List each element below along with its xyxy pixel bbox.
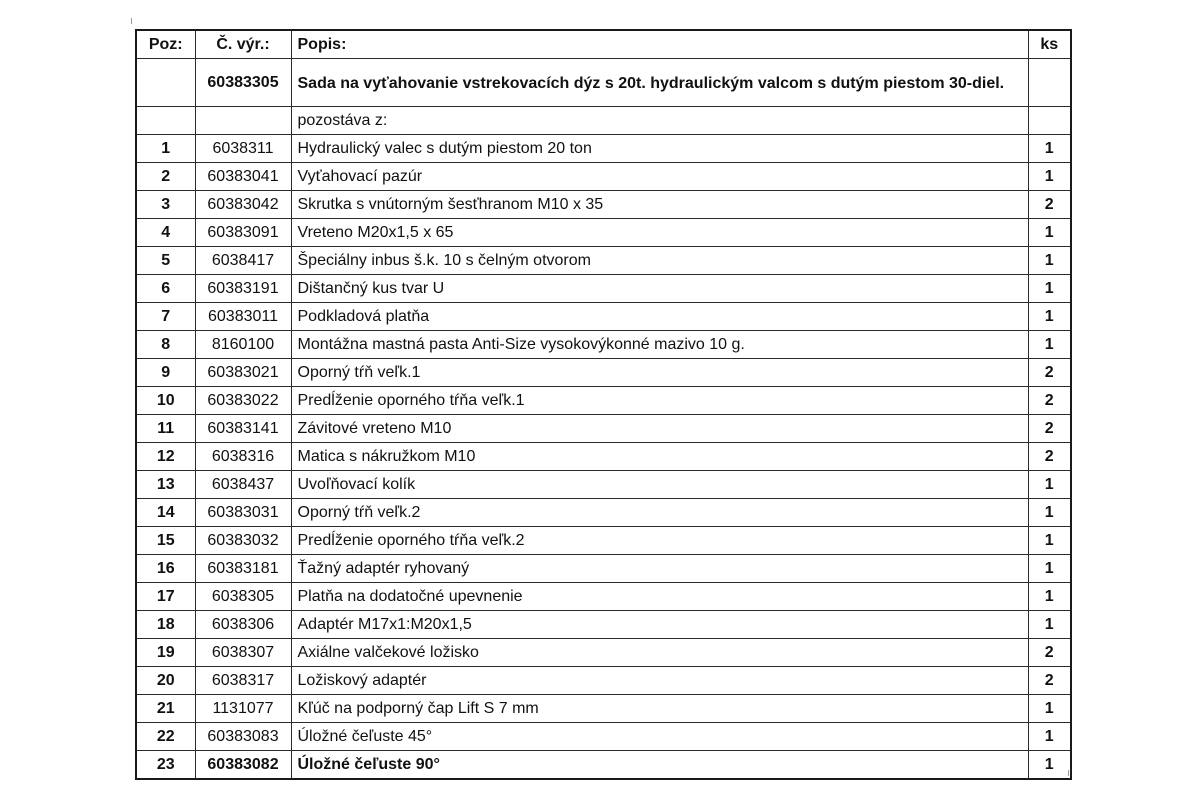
item-ks: 2 — [1028, 639, 1071, 667]
item-cislo: 60383021 — [195, 359, 291, 387]
item-poz: 5 — [136, 247, 195, 275]
item-popis: Vyťahovací pazúr — [291, 163, 1028, 191]
item-cislo: 6038311 — [195, 135, 291, 163]
set-ks — [1028, 59, 1071, 107]
item-cislo: 1131077 — [195, 695, 291, 723]
item-ks: 1 — [1028, 471, 1071, 499]
item-popis: Predĺženie oporného tŕňa veľk.1 — [291, 387, 1028, 415]
item-popis: Montážna mastná pasta Anti-Size vysokovýkonné mazivo 10 g. — [291, 331, 1028, 359]
item-poz: 3 — [136, 191, 195, 219]
item-ks: 1 — [1028, 527, 1071, 555]
item-poz: 22 — [136, 723, 195, 751]
item-popis: Axiálne valčekové ložisko — [291, 639, 1028, 667]
table-row — [136, 331, 1071, 359]
item-poz: 1 — [136, 135, 195, 163]
item-ks: 2 — [1028, 191, 1071, 219]
table-row — [136, 275, 1071, 303]
parts-list-table — [135, 29, 1072, 780]
table-row — [136, 219, 1071, 247]
item-poz: 8 — [136, 331, 195, 359]
item-popis: Špeciálny inbus š.k. 10 s čelným otvorom — [291, 247, 1028, 275]
table-row — [136, 639, 1071, 667]
table-row — [136, 499, 1071, 527]
item-popis: Oporný tŕň veľk.2 — [291, 499, 1028, 527]
table-header-row — [136, 30, 1071, 59]
item-ks: 1 — [1028, 611, 1071, 639]
table-row — [136, 611, 1071, 639]
item-poz: 21 — [136, 695, 195, 723]
item-cislo: 8160100 — [195, 331, 291, 359]
item-popis: Oporný tŕň veľk.1 — [291, 359, 1028, 387]
item-cislo: 6038437 — [195, 471, 291, 499]
item-poz: 13 — [136, 471, 195, 499]
item-popis: Predĺženie oporného tŕňa veľk.2 — [291, 527, 1028, 555]
item-poz: 4 — [136, 219, 195, 247]
item-ks: 2 — [1028, 667, 1071, 695]
table-row — [136, 695, 1071, 723]
item-popis: Vreteno M20x1,5 x 65 — [291, 219, 1028, 247]
item-poz: 9 — [136, 359, 195, 387]
item-cislo: 6038306 — [195, 611, 291, 639]
item-ks: 1 — [1028, 135, 1071, 163]
header-poz: Poz: — [136, 30, 195, 59]
item-poz: 16 — [136, 555, 195, 583]
item-cislo: 60383091 — [195, 219, 291, 247]
item-poz: 10 — [136, 387, 195, 415]
consists-cislo — [195, 107, 291, 135]
header-cislo: Č. výr.: — [195, 30, 291, 59]
item-cislo: 6038307 — [195, 639, 291, 667]
table-row — [136, 471, 1071, 499]
table-row — [136, 527, 1071, 555]
item-popis: Podkladová platňa — [291, 303, 1028, 331]
item-popis: Hydraulický valec s dutým piestom 20 ton — [291, 135, 1028, 163]
table-row — [136, 359, 1071, 387]
item-ks: 1 — [1028, 751, 1071, 780]
item-poz: 18 — [136, 611, 195, 639]
item-ks: 1 — [1028, 275, 1071, 303]
item-popis: Adaptér M17x1:M20x1,5 — [291, 611, 1028, 639]
item-ks: 1 — [1028, 555, 1071, 583]
item-popis: Uvoľňovací kolík — [291, 471, 1028, 499]
table-row — [136, 387, 1071, 415]
table-row — [136, 247, 1071, 275]
parts-list-body — [136, 30, 1071, 779]
item-poz: 17 — [136, 583, 195, 611]
set-cislo: 60383305 — [195, 59, 291, 107]
item-popis: Úložné čeľuste 90° — [291, 751, 1028, 780]
item-poz: 23 — [136, 751, 195, 780]
item-popis: Ťažný adaptér ryhovaný — [291, 555, 1028, 583]
item-ks: 1 — [1028, 499, 1071, 527]
item-poz: 2 — [136, 163, 195, 191]
table-row — [136, 415, 1071, 443]
item-cislo: 60383141 — [195, 415, 291, 443]
item-cislo: 60383082 — [195, 751, 291, 780]
item-popis: Skrutka s vnútorným šesťhranom M10 x 35 — [291, 191, 1028, 219]
table-row — [136, 191, 1071, 219]
item-cislo: 60383032 — [195, 527, 291, 555]
consists-poz — [136, 107, 195, 135]
item-poz: 14 — [136, 499, 195, 527]
item-cislo: 60383042 — [195, 191, 291, 219]
crop-mark-top — [131, 18, 132, 24]
item-cislo: 60383022 — [195, 387, 291, 415]
table-row — [136, 751, 1071, 780]
item-ks: 1 — [1028, 695, 1071, 723]
item-cislo: 60383191 — [195, 275, 291, 303]
item-poz: 20 — [136, 667, 195, 695]
item-ks: 1 — [1028, 723, 1071, 751]
item-popis: Matica s nákružkom M10 — [291, 443, 1028, 471]
table-row — [136, 555, 1071, 583]
set-poz — [136, 59, 195, 107]
item-popis: Úložné čeľuste 45° — [291, 723, 1028, 751]
item-poz: 12 — [136, 443, 195, 471]
set-row — [136, 59, 1071, 107]
item-ks: 1 — [1028, 219, 1071, 247]
item-cislo: 6038317 — [195, 667, 291, 695]
item-poz: 6 — [136, 275, 195, 303]
item-poz: 19 — [136, 639, 195, 667]
item-ks: 1 — [1028, 163, 1071, 191]
item-cislo: 6038417 — [195, 247, 291, 275]
item-ks: 1 — [1028, 331, 1071, 359]
item-ks: 2 — [1028, 359, 1071, 387]
set-popis: Sada na vyťahovanie vstrekovacích dýz s 20t. hydraulickým valcom s dutým piestom 30-diel. — [291, 59, 1028, 107]
table-row — [136, 723, 1071, 751]
header-ks: ks — [1028, 30, 1071, 59]
consists-of-row — [136, 107, 1071, 135]
item-ks: 1 — [1028, 583, 1071, 611]
item-cislo: 6038316 — [195, 443, 291, 471]
table-row — [136, 135, 1071, 163]
item-popis: Závitové vreteno M10 — [291, 415, 1028, 443]
header-popis: Popis: — [291, 30, 1028, 59]
item-cislo: 60383181 — [195, 555, 291, 583]
item-popis: Platňa na dodatočné upevnenie — [291, 583, 1028, 611]
item-ks: 2 — [1028, 415, 1071, 443]
item-cislo: 60383031 — [195, 499, 291, 527]
table-row — [136, 303, 1071, 331]
item-cislo: 60383011 — [195, 303, 291, 331]
item-ks: 2 — [1028, 387, 1071, 415]
item-cislo: 60383041 — [195, 163, 291, 191]
item-popis: Dištančný kus tvar U — [291, 275, 1028, 303]
item-popis: Ložiskový adaptér — [291, 667, 1028, 695]
item-cislo: 6038305 — [195, 583, 291, 611]
item-ks: 2 — [1028, 443, 1071, 471]
item-poz: 7 — [136, 303, 195, 331]
item-poz: 15 — [136, 527, 195, 555]
table-row — [136, 443, 1071, 471]
table-row — [136, 667, 1071, 695]
item-poz: 11 — [136, 415, 195, 443]
consists-ks — [1028, 107, 1071, 135]
table-row — [136, 583, 1071, 611]
item-popis: Kľúč na podporný čap Lift S 7 mm — [291, 695, 1028, 723]
table-row — [136, 163, 1071, 191]
consists-of-label: pozostáva z: — [291, 107, 1028, 135]
item-ks: 1 — [1028, 303, 1071, 331]
item-ks: 1 — [1028, 247, 1071, 275]
item-cislo: 60383083 — [195, 723, 291, 751]
